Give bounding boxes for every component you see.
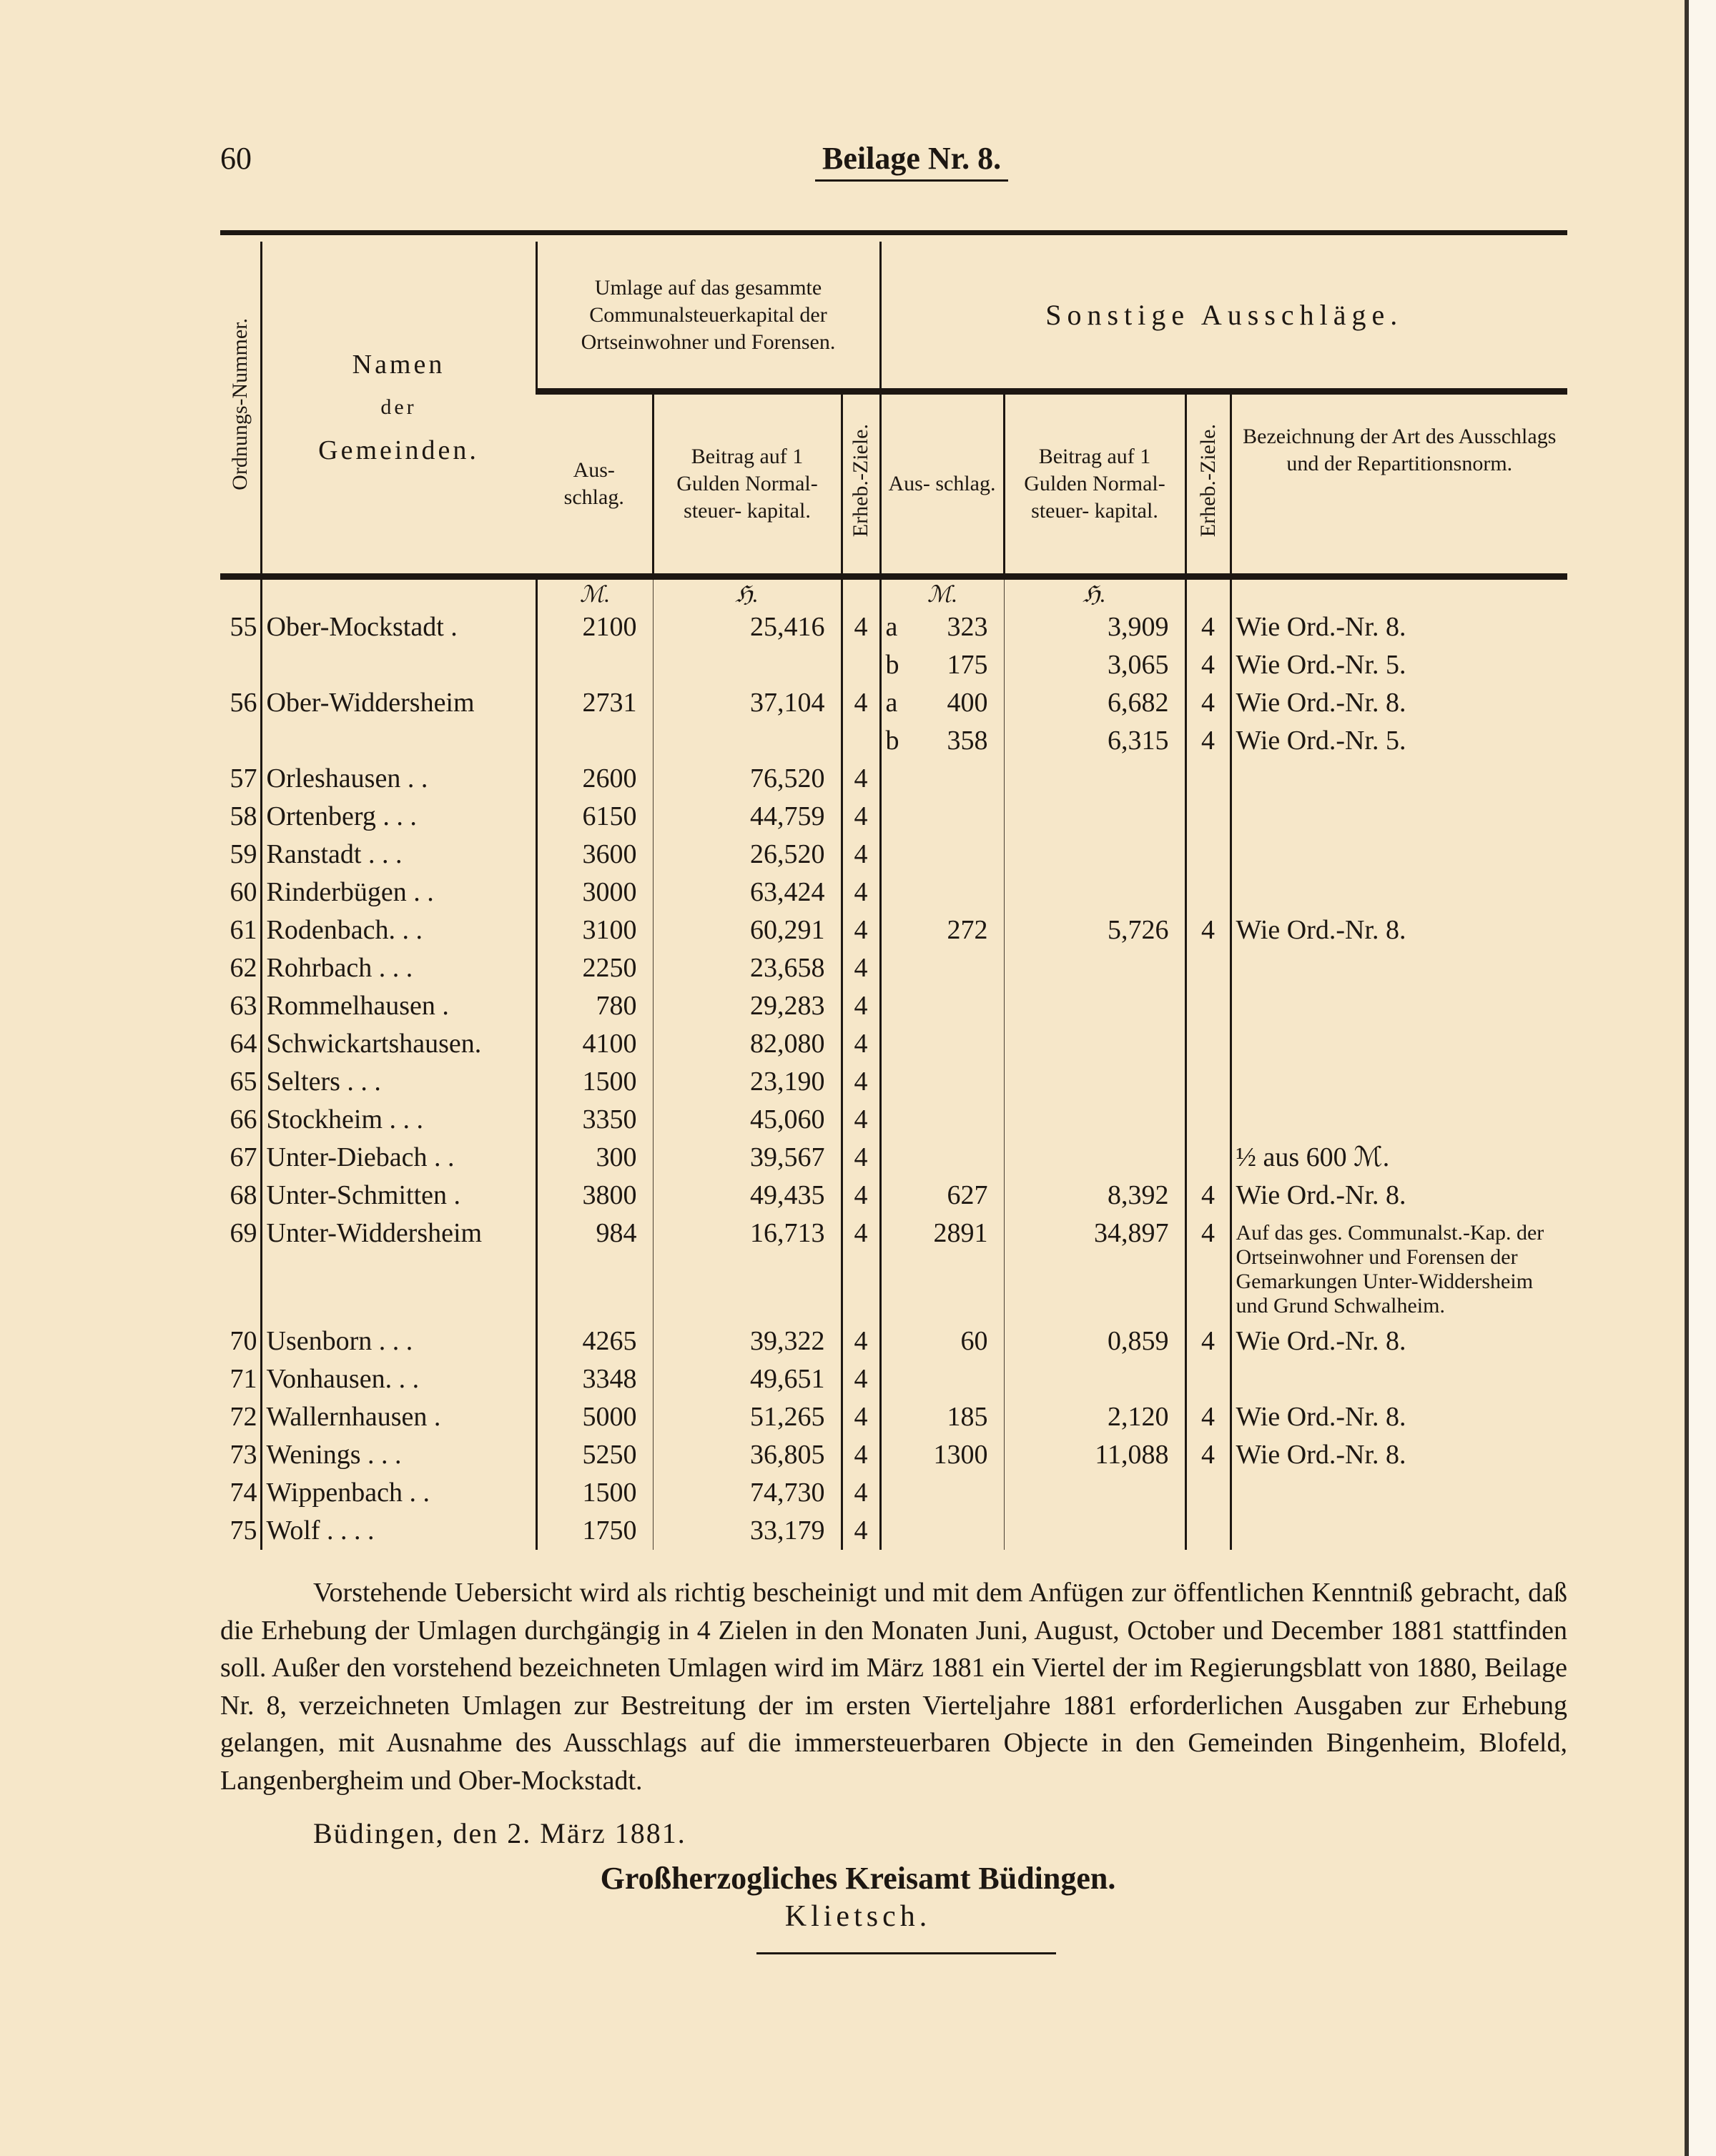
other-levy-installments [1185,1025,1231,1063]
other-levy-rate: 2,120 [1004,1398,1185,1436]
municipality-name: Rodenbach. . . [261,911,536,949]
other-levy-amount [880,949,1004,987]
other-levy-amount [880,987,1004,1025]
row-number: 75 [230,1515,257,1546]
bottom-rule [756,1952,1056,1954]
header-ordnungs-nummer: Ordnungs-Nummer. [227,317,252,490]
levy-description: Wie Ord.-Nr. 8. [1231,1436,1567,1474]
other-levy-amount [880,1360,1004,1398]
levy-rate: 23,190 [653,1063,842,1101]
municipality-name: Wolf . . . . [261,1512,536,1550]
page-title: Beilage Nr. 8. [815,140,1008,182]
other-levy-rate [1004,1360,1185,1398]
other-levy-amount [880,911,1004,949]
other-levy-installments [1185,1063,1231,1101]
date-line: Büdingen, den 2. März 1881. [313,1817,686,1849]
municipality-name: Ortenberg . . . [261,798,536,836]
other-levy-installments: 4 [1185,1177,1231,1215]
municipality-name: Usenborn . . . [261,1322,536,1360]
row-number: 66 [230,1104,257,1134]
table-row [220,1436,1567,1474]
levy-rate: 37,104 [653,684,842,722]
other-levy-value: 1300 [933,1440,988,1470]
row-number: 65 [230,1067,257,1097]
other-levy-installments [1185,1474,1231,1512]
row-number: 68 [230,1180,257,1210]
levy-description: Wie Ord.-Nr. 8. [1231,684,1567,722]
table-row [220,1139,1567,1177]
table-row [220,608,1567,646]
other-levy-rate: 34,897 [1004,1215,1185,1322]
other-levy-amount [880,1474,1004,1512]
levy-installments: 4 [842,1177,880,1215]
levy-amount: 1750 [536,1512,653,1550]
header-beitrag: Beitrag auf 1 Gulden Normal- steuer- kapital. [653,392,842,577]
levy-installments: 4 [842,949,880,987]
row-number [220,646,261,684]
page-number: 60 [220,141,252,176]
levy-installments: 4 [842,1512,880,1550]
other-levy-amount [880,1436,1004,1474]
levy-amount: 1500 [536,1474,653,1512]
other-levy-value: 358 [947,726,988,756]
levy-amount: 3100 [536,911,653,949]
other-levy-amount [880,684,1004,722]
levy-amount: 780 [536,987,653,1025]
levy-rate [653,722,842,760]
levy-rate: 49,651 [653,1360,842,1398]
row-number: 74 [230,1478,257,1508]
municipality-name [261,722,536,760]
page-edge [1685,0,1716,2156]
levy-installments: 4 [842,1215,880,1322]
levy-amount: 2731 [536,684,653,722]
levy-description: Auf das ges. Communalst.-Kap. der Ortseinwohner und Forensen der Gemarkungen Unter-Widdersheim und Grund Schwalheim. [1231,1215,1567,1322]
other-levy-rate [1004,760,1185,798]
levy-description [1231,1101,1567,1139]
municipality-name: Ranstadt . . . [261,836,536,874]
levy-amount: 4100 [536,1025,653,1063]
levy-rate: 29,283 [653,987,842,1025]
row-number: 63 [230,991,257,1021]
other-levy-value: 2891 [933,1218,988,1248]
levy-description: Wie Ord.-Nr. 5. [1231,646,1567,684]
other-levy-installments: 4 [1185,911,1231,949]
levy-description [1231,987,1567,1025]
municipality-name: Selters . . . [261,1063,536,1101]
levy-installments: 4 [842,760,880,798]
sub-letter: b [885,650,899,680]
levy-amount: 300 [536,1139,653,1177]
levy-installments: 4 [842,1322,880,1360]
row-number: 62 [230,953,257,983]
levy-rate: 60,291 [653,911,842,949]
row-number: 55 [230,612,257,642]
levy-description: Wie Ord.-Nr. 5. [1231,722,1567,760]
levy-amount: 4265 [536,1322,653,1360]
levy-amount: 3000 [536,874,653,911]
municipality-name: Ober-Mockstadt . [261,608,536,646]
levy-amount: 6150 [536,798,653,836]
levy-description: ½ aus 600 ℳ. [1231,1139,1567,1177]
other-levy-amount [880,760,1004,798]
unit-pf-2: ℌ. [1004,577,1185,609]
other-levy-amount [880,1025,1004,1063]
table-row [220,1322,1567,1360]
other-levy-value: 175 [947,650,988,680]
table-row [220,1177,1567,1215]
other-levy-rate [1004,1063,1185,1101]
levy-amount: 3348 [536,1360,653,1398]
levy-description [1231,760,1567,798]
header-ziele: Erheb.-Ziele. [842,392,880,577]
other-levy-installments [1185,1101,1231,1139]
other-levy-amount [880,1177,1004,1215]
other-levy-amount [880,1101,1004,1139]
table-row-continuation [220,646,1567,684]
other-levy-rate [1004,949,1185,987]
other-levy-rate [1004,798,1185,836]
levy-installments: 4 [842,1063,880,1101]
table-row-continuation [220,722,1567,760]
other-levy-value: 60 [960,1326,988,1356]
levy-table [220,242,1567,1550]
other-levy-amount [880,1215,1004,1322]
levy-amount: 5250 [536,1436,653,1474]
other-levy-rate: 6,315 [1004,722,1185,760]
levy-description [1231,1474,1567,1512]
other-levy-value: 323 [947,612,988,642]
sub-letter: a [885,612,898,642]
table-row [220,1474,1567,1512]
levy-description: Wie Ord.-Nr. 8. [1231,911,1567,949]
header-ziele-2: Erheb.-Ziele. [1185,392,1231,577]
municipality-name: Unter-Widdersheim [261,1215,536,1322]
table-row [220,1398,1567,1436]
levy-rate [653,646,842,684]
table-row [220,1063,1567,1101]
levy-rate: 51,265 [653,1398,842,1436]
other-levy-amount [880,1063,1004,1101]
other-levy-rate [1004,1512,1185,1550]
row-number: 56 [230,688,257,718]
other-levy-amount [880,646,1004,684]
other-levy-amount [880,722,1004,760]
levy-description [1231,1512,1567,1550]
other-levy-installments [1185,987,1231,1025]
municipality-name: Unter-Diebach . . [261,1139,536,1177]
levy-rate: 33,179 [653,1512,842,1550]
levy-amount [536,722,653,760]
levy-amount: 3800 [536,1177,653,1215]
table-row [220,911,1567,949]
levy-amount: 2600 [536,760,653,798]
levy-description [1231,836,1567,874]
row-number [220,722,261,760]
municipality-name: Wallernhausen . [261,1398,536,1436]
municipality-name: Wippenbach . . [261,1474,536,1512]
municipality-name: Rohrbach . . . [261,949,536,987]
other-levy-installments [1185,1139,1231,1177]
other-levy-installments [1185,874,1231,911]
other-levy-rate: 8,392 [1004,1177,1185,1215]
other-levy-installments: 4 [1185,1215,1231,1322]
levy-installments: 4 [842,1139,880,1177]
levy-rate: 16,713 [653,1215,842,1322]
other-levy-amount [880,1139,1004,1177]
other-levy-installments [1185,798,1231,836]
levy-rate: 23,658 [653,949,842,987]
other-levy-amount [880,836,1004,874]
row-number: 60 [230,877,257,907]
levy-rate: 25,416 [653,608,842,646]
levy-installments [842,646,880,684]
other-levy-installments: 4 [1185,1436,1231,1474]
row-number: 71 [230,1364,257,1394]
levy-description [1231,1025,1567,1063]
other-levy-value: 627 [947,1180,988,1210]
sub-letter: b [885,726,899,756]
levy-rate: 76,520 [653,760,842,798]
other-levy-installments: 4 [1185,684,1231,722]
other-levy-installments [1185,1360,1231,1398]
levy-amount: 984 [536,1215,653,1322]
levy-amount: 5000 [536,1398,653,1436]
levy-amount: 1500 [536,1063,653,1101]
levy-description [1231,949,1567,987]
other-levy-value: 185 [947,1402,988,1432]
table-row [220,760,1567,798]
levy-installments: 4 [842,987,880,1025]
row-number: 69 [230,1218,257,1248]
levy-installments: 4 [842,1398,880,1436]
levy-rate: 82,080 [653,1025,842,1063]
levy-amount: 2250 [536,949,653,987]
table-row [220,1512,1567,1550]
levy-amount: 3600 [536,836,653,874]
row-number: 58 [230,801,257,831]
row-number: 70 [230,1326,257,1356]
other-levy-value: 400 [947,688,988,718]
municipality-name: Vonhausen. . . [261,1360,536,1398]
municipality-name [261,646,536,684]
other-levy-rate [1004,1474,1185,1512]
unit-mark: ℳ. [536,577,653,609]
closing-paragraph: Vorstehende Uebersicht wird als richtig bescheinigt und mit dem Anfügen zur öffentlichen Kenntniß gebracht, daß die Erhebung der Umlagen durchgängig in 4 Zielen in den Monaten Juni, August, October und December 1881 stattfinden soll. Außer den vorstehend bezeichneten Umlagen wird im März 1881 ein Viertel der im Regierungsblatt von 1880, Beilage Nr. 8, verzeichneten Umlagen zur Bestreitung der im ersten Vierteljahre 1881 erforderlichen Ausgaben zur Erhebung gelangen, mit Ausnahme des Ausschlags auf die immersteuerbaren Objecte in den Gemeinden Bingenheim, Blofeld, Langenbergheim und Ober-Mockstadt. [220,1578,1567,1796]
page-body [220,242,1567,1954]
other-levy-rate: 6,682 [1004,684,1185,722]
header-sonstige: Sonstige Ausschläge. [880,242,1567,392]
levy-description: Wie Ord.-Nr. 8. [1231,1398,1567,1436]
other-levy-rate [1004,1025,1185,1063]
table-row [220,1215,1567,1322]
row-number: 61 [230,915,257,945]
levy-rate: 63,424 [653,874,842,911]
top-rule [220,230,1567,235]
row-number: 64 [230,1029,257,1059]
table-row [220,874,1567,911]
other-levy-installments [1185,760,1231,798]
levy-installments [842,722,880,760]
levy-installments: 4 [842,1436,880,1474]
other-levy-installments [1185,1512,1231,1550]
row-number: 72 [230,1402,257,1432]
sub-letter: a [885,688,898,718]
table-row [220,949,1567,987]
other-levy-rate: 3,909 [1004,608,1185,646]
levy-amount [536,646,653,684]
unit-pf: ℌ. [653,577,842,609]
levy-installments: 4 [842,836,880,874]
other-levy-installments [1185,949,1231,987]
header-ausschlag: Aus- schlag. [536,392,653,577]
other-levy-value: 272 [947,915,988,945]
other-levy-rate [1004,1139,1185,1177]
levy-rate: 36,805 [653,1436,842,1474]
levy-installments: 4 [842,798,880,836]
other-levy-rate [1004,987,1185,1025]
levy-installments: 4 [842,1025,880,1063]
levy-description: Wie Ord.-Nr. 8. [1231,1177,1567,1215]
levy-rate: 26,520 [653,836,842,874]
municipality-name: Wenings . . . [261,1436,536,1474]
header-beitrag-2: Beitrag auf 1 Gulden Normal- steuer- kapital. [1004,392,1185,577]
levy-description: Wie Ord.-Nr. 8. [1231,1322,1567,1360]
table-row [220,1025,1567,1063]
levy-description [1231,1360,1567,1398]
other-levy-amount [880,1512,1004,1550]
other-levy-installments: 4 [1185,1322,1231,1360]
other-levy-amount [880,874,1004,911]
header-namen: Namen der Gemeinden. [261,242,536,577]
row-number: 67 [230,1142,257,1172]
levy-description [1231,874,1567,911]
other-levy-amount [880,798,1004,836]
other-levy-rate: 0,859 [1004,1322,1185,1360]
levy-installments: 4 [842,684,880,722]
levy-installments: 4 [842,874,880,911]
header-bezeichnung: Bezeichnung der Art des Ausschlags und der Repartitionsnorm. [1231,392,1567,577]
levy-description [1231,1063,1567,1101]
levy-installments: 4 [842,608,880,646]
levy-installments: 4 [842,1360,880,1398]
levy-description [1231,798,1567,836]
levy-installments: 4 [842,1474,880,1512]
other-levy-rate [1004,874,1185,911]
other-levy-rate: 5,726 [1004,911,1185,949]
municipality-name: Unter-Schmitten . [261,1177,536,1215]
table-row [220,1101,1567,1139]
header-ausschlag-2: Aus- schlag. [880,392,1004,577]
table-row [220,987,1567,1025]
row-number: 59 [230,839,257,869]
other-levy-rate [1004,1101,1185,1139]
other-levy-amount [880,608,1004,646]
other-levy-installments [1185,836,1231,874]
municipality-name: Orleshausen . . [261,760,536,798]
authority: Großherzogliches Kreisamt Büdingen. [600,1861,1116,1896]
other-levy-amount [880,1322,1004,1360]
levy-rate: 39,322 [653,1322,842,1360]
header-umlage: Umlage auf das gesammte Communalsteuerkapital der Ortseinwohner und Forensen. [536,242,880,392]
other-levy-installments: 4 [1185,1398,1231,1436]
unit-mark-2: ℳ. [880,577,1004,609]
other-levy-installments: 4 [1185,646,1231,684]
other-levy-rate [1004,836,1185,874]
municipality-name: Stockheim . . . [261,1101,536,1139]
other-levy-rate: 3,065 [1004,646,1185,684]
levy-amount: 3350 [536,1101,653,1139]
municipality-name: Rinderbügen . . [261,874,536,911]
levy-rate: 74,730 [653,1474,842,1512]
row-number: 73 [230,1440,257,1470]
table-row [220,684,1567,722]
other-levy-installments: 4 [1185,608,1231,646]
other-levy-installments: 4 [1185,722,1231,760]
municipality-name: Rommelhausen . [261,987,536,1025]
unit-row [220,577,1567,609]
municipality-name: Ober-Widdersheim [261,684,536,722]
municipality-name: Schwickartshausen. [261,1025,536,1063]
table-row [220,1360,1567,1398]
levy-installments: 4 [842,1101,880,1139]
levy-rate: 45,060 [653,1101,842,1139]
levy-installments: 4 [842,911,880,949]
levy-description: Wie Ord.-Nr. 8. [1231,608,1567,646]
other-levy-amount [880,1398,1004,1436]
table-row [220,798,1567,836]
levy-rate: 49,435 [653,1177,842,1215]
signatory: Klietsch. [784,1900,932,1933]
levy-rate: 44,759 [653,798,842,836]
table-row [220,836,1567,874]
row-number: 57 [230,763,257,793]
levy-rate: 39,567 [653,1139,842,1177]
other-levy-rate: 11,088 [1004,1436,1185,1474]
levy-amount: 2100 [536,608,653,646]
